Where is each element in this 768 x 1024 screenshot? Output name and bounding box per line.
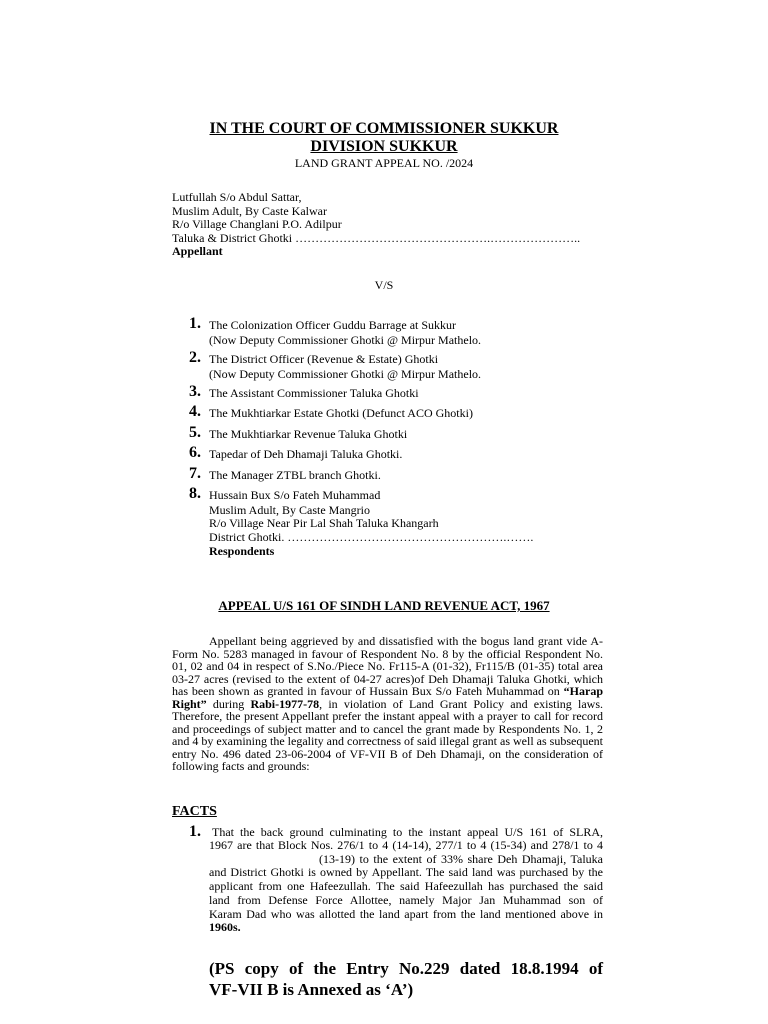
fact-line: Karam Dad who was allotted the land apart from the land mentioned above in	[209, 907, 603, 921]
respondent-line: Tapedar of Deh Dhamaji Taluka Ghotki.	[209, 447, 403, 461]
respondent-number: 6.	[189, 444, 201, 461]
appellant-block	[172, 191, 580, 259]
respondent-line: R/o Village Near Pir Lal Shah Taluka Khangarh	[209, 516, 439, 530]
respondent-line: District Ghotki. ……………………………………………….…….	[209, 530, 534, 544]
respondent-line: (Now Deputy Commissioner Ghotki @ Mirpur Mathelo.	[209, 367, 482, 381]
intro-bold-harap: “Harap Right”	[172, 684, 603, 711]
intro-paragraph	[172, 635, 603, 773]
appellant-label: Appellant	[172, 244, 223, 258]
appellant-line: R/o Village Changlani P.O. Adilpur	[172, 217, 342, 231]
intro-bold-rabi: Rabi-1977-78	[250, 696, 320, 711]
respondent-number: 5.	[189, 424, 201, 441]
facts-heading: FACTS	[172, 804, 217, 819]
intro-text: , in violation of Land Grant Policy and existing laws. Therefore, the present Appellant prefer the instant appeal with a prayer to call for record and proceedings of subject matter and to cancel the grant made by Respondents No. 1, 2 and 4 by examining the legality and correctness of said illegal grant as well as subsequent entry No. 496 dated 23-06-2004 of VF-VII B of Deh Dhamaji, on the consideration of following facts and grounds:	[172, 696, 603, 773]
fact-line: 1967 are that Block Nos. 276/1 to 4 (14-14), 277/1 to 4 (15-34) and 278/1 to 4	[209, 838, 603, 852]
court-division: DIVISION SUKKUR	[310, 138, 458, 155]
respondent-line: The District Officer (Revenue & Estate) Ghotki	[209, 352, 439, 366]
respondents-label: Respondents	[209, 544, 275, 558]
fact-number: 1.	[189, 823, 201, 840]
fact-line: 1960s.	[209, 920, 241, 934]
appellant-line: Taluka & District Ghotki ………………………………………….…………………..	[172, 230, 581, 245]
versus: V/S	[374, 278, 394, 292]
fact-line: and District Ghotki is owned by Appellant. The said land was purchased by the	[209, 865, 603, 879]
respondent-line: (Now Deputy Commissioner Ghotki @ Mirpur Mathelo.	[209, 333, 482, 347]
court-title: IN THE COURT OF COMMISSIONER SUKKUR	[209, 120, 559, 137]
intro-text: during	[206, 696, 251, 711]
respondent-line: The Mukhtiarkar Revenue Taluka Ghotki	[209, 427, 408, 441]
respondent-line: The Manager ZTBL branch Ghotki.	[209, 468, 381, 482]
appellant-line: Muslim Adult, By Caste Kalwar	[172, 203, 327, 218]
respondent-number: 4.	[189, 403, 201, 420]
respondent-number: 7.	[189, 465, 201, 482]
fact-line: land from Defense Force Allottee, namely Major Jan Muhammad son of	[209, 893, 603, 907]
appeal-heading: APPEAL U/S 161 OF SINDH LAND REVENUE ACT, 1967	[218, 598, 550, 613]
fact-line: That the back ground culminating to the instant appeal U/S 161 of SLRA,	[212, 825, 603, 839]
fact-line: applicant from one Hafeezullah. The said Hafeezullah has purchased the said	[209, 879, 603, 893]
respondent-number: 3.	[189, 383, 201, 400]
fact-line: (13-19) to the extent of 33% share Deh Dhamaji, Taluka	[319, 852, 603, 866]
respondent-line: The Colonization Officer Guddu Barrage at Sukkur	[209, 318, 457, 332]
appellant-line: Lutfullah S/o Abdul Sattar,	[172, 190, 302, 204]
respondent-line: The Assistant Commissioner Taluka Ghotki	[209, 386, 419, 400]
respondent-number: 2.	[189, 349, 201, 366]
respondent-number: 8.	[189, 485, 201, 502]
intro-text: Appellant being aggrieved by and dissatisfied with the bogus land grant vide A-Form No. 5283 managed in favour of Respondent No. 8 by the official Respondent No. 01, 02 and 04 in respect of S.No./Piece No. Fr115-A (01-32), Fr115/B (01-35) total area 03-27 acres (revised to the extent of 04-27 acres)of Deh Dhamaji Taluka Ghotki, which has been shown as granted in favour of Hussain Bux S/o Fateh Muhammad on	[172, 634, 603, 698]
appeal-number: LAND GRANT APPEAL NO. /2024	[294, 156, 474, 170]
respondent-line: Hussain Bux S/o Fateh Muhammad	[209, 488, 381, 502]
annex-note: (PS copy of the Entry No.229 dated 18.8.1994 of	[209, 959, 603, 978]
respondent-line: Muslim Adult, By Caste Mangrio	[209, 503, 371, 517]
annex-note: VF-VII B is Annexed as ‘A’)	[209, 980, 414, 999]
respondent-number: 1.	[189, 315, 201, 332]
respondent-line: The Mukhtiarkar Estate Ghotki (Defunct ACO Ghotki)	[209, 406, 473, 420]
